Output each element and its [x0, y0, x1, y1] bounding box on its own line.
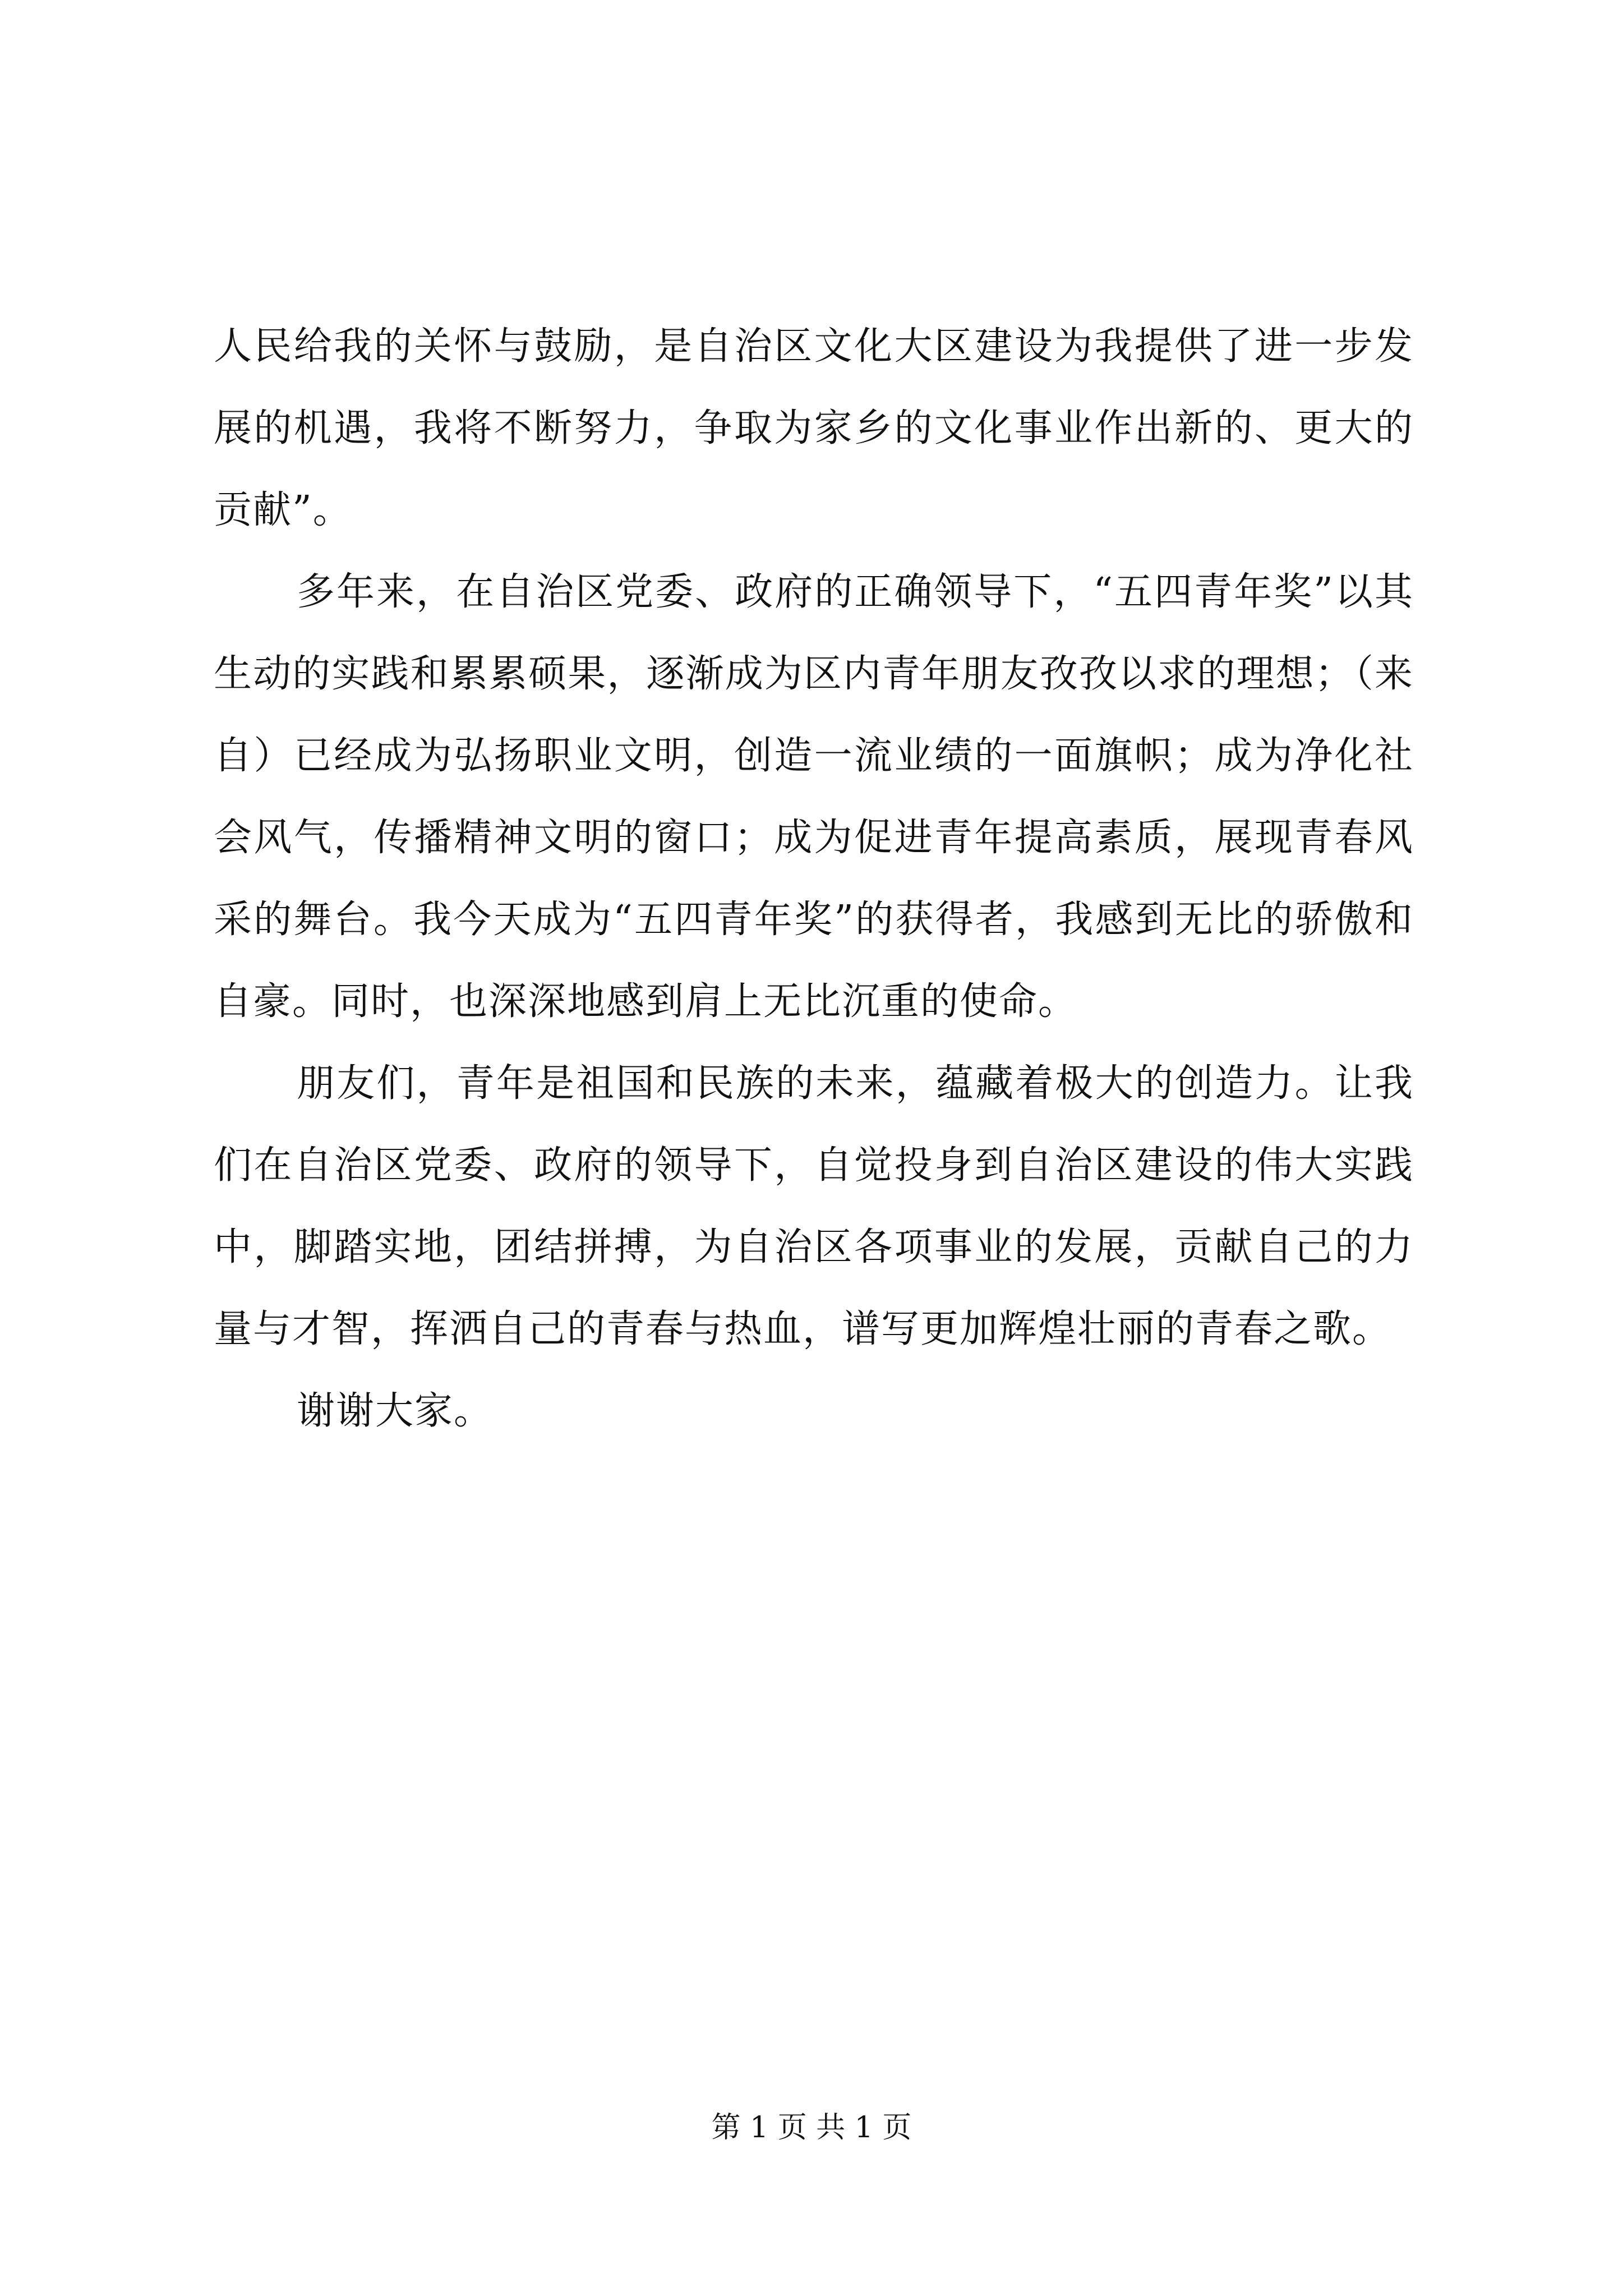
paragraph-3: 朋友们，青年是祖国和民族的未来，蕴藏着极大的创造力。让我们在自治区党委、政府的领导下，自觉投身到自治区建设的伟大实践中，脚踏实地，团结拼搏，为自治区各项事业的发展，贡献自己的力量与才智，挥洒自己的青春与热血，谱写更加辉煌壮丽的青春之歌。 [214, 1061, 1414, 1351]
paragraph-2: 多年来，在自治区党委、政府的正确领导下，“五四青年奖”以其生动的实践和累累硕果，逐渐成为区内青年朋友孜孜以求的理想；（来自）已经成为弘扬职业文明，创造一流业绩的一面旗帜；成为净化社会风气，传播精神文明的窗口；成为促进青年提高素质，展现青春风采的舞台。我今天成为“五四青年奖”的获得者，我感到无比的骄傲和自豪。同时，也深深地感到肩上无比沉重的使命。 [214, 570, 1414, 1024]
page-number-footer: 第 1 页 共 1 页 [711, 2111, 912, 2145]
paragraph-1: 人民给我的关怀与鼓励，是自治区文化大区建设为我提供了进一步发展的机遇，我将不断努力，争取为家乡的文化事业作出新的、更大的贡献”。 [214, 324, 1414, 532]
document-body [214, 306, 1414, 1452]
paragraph-4: 谢谢大家。 [297, 1389, 494, 1433]
